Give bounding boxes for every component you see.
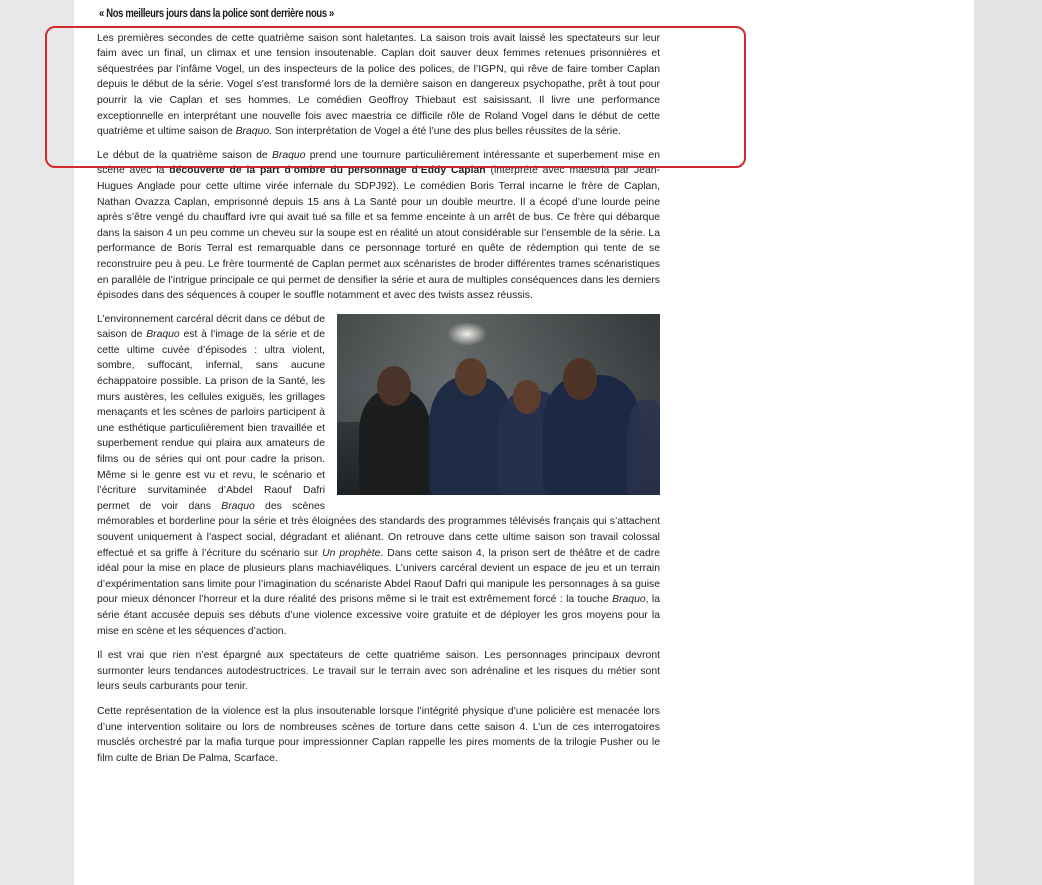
paragraph-3-emphasis-4: Braquo [612,594,646,606]
paragraph-3-d: . Dans cette saison 4, la prison sert de théâtre et de cadre idéal pour la mise en place de plusieurs plans machiavéliques. L’univers carcéral devient un espace de jeu et un terrain d’expérimentation sans limite pour l’imagination du scénariste Abdel Raouf Dafri qui manipule les personnages à sa guise pour mieux dénoncer l’horreur et la dure réalité des prisons même si le trait est extrêmement forcé : la touche [97,547,660,606]
paragraph-1 [97,31,660,140]
paragraph-2-c: (interprété avec maestria par Jean-Hugues Anglade pour cette ultime virée infernale du SDPJ92). Le comédien Boris Terral incarne le frère de Caplan, Nathan Ovazza Caplan, emprisonné depuis 15 ans à La Santé pour un double meurtre. Il a écopé d’une lourde peine après s’être vengé du chauffard ivre qui avait tué sa fille et sa femme enceinte à un arrêt de bus. Ce frère qui débarque dans la saison 4 un peu comme un cheveu sur la soupe est en réalité un atout considérable sur l’ensemble de la série. La performance de Boris Terral est remarquable dans ce personnage torturé en quête de rédemption qui tente de se reconstruire peu à peu. Le frère tourmenté de Caplan permet aux scénaristes de broder différentes trames scénaristiques en parallèle de l’intrigue principale ce qui permet de densifier la série et aura de multiples conséquences dans les derniers épisodes dans des séquences à couper le souffle notamment et avec des twists assez réussis. [97,165,660,302]
paragraph-3-block [97,312,660,639]
paragraph-1-emphasis: Braquo [235,126,270,138]
paragraph-5: Cette représentation de la violence est la plus insoutenable lorsque l’intégrité physique d’une policière est menacée lors d’une intervention solitaire ou lors de nombreuses scènes de torture dans cette saison 4. L’un de ces interrogatoires musclés orchestré par la mafia turque pour impressionner Caplan rappelle les pires moments de la trilogie Pusher ou le film culte de Brian De Palma, Scarface. [97,705,660,764]
photo-person-2-head [455,358,487,396]
paragraph-1-end: . Son interprétation de Vogel a été l’une des plus belles réussites de la série. [269,126,621,138]
paragraph-3-e: , la série étant accusée depuis ses débuts d’une violence excessive voire gratuite et de déployer les gros moyens pour la mise en scène et les séquences d’action. [97,594,660,637]
paragraph-3-emphasis-1: Braquo [146,329,180,341]
paragraph-2-strong: découverte de la part d’ombre du personnage d’Eddy Caplan [169,165,486,177]
paragraph-2-a: Le début de la quatrième saison de [97,149,272,161]
page-content [74,0,974,885]
paragraph-3-c: des scènes mémorables et borderline pour la série et très éloignées des standards des programmes télévisés français qui s’attachent souvent uniquement à l’aspect social, dégradant et aliénant. On retrouve dans cette ultime saison son travail colossal effectué et sa griffe à l’écriture du scénario sur [97,500,660,559]
photo-person-5 [627,400,660,495]
paragraph-3-b: est à l’image de la série et de cette ultime cuvée d’épisodes : ultra violent, sombre, suffocant, infernal, sans aucune échappatoire possible. La prison de la Santé, les murs austères, les cellules exiguës, les grillages menaçants et les scènes de parloirs participent à une esthétique particulièrement bien travaillée et superbement rendue qui plaira aux amateurs de films ou de séries qui ont pour cadre la prison. Même si le genre est vu et revu, le scénario et l’écriture survitaminée d’Abdel Raouf Dafri permet de voir dans [97,329,325,512]
paragraph-3-a: L’environnement carcéral décrit dans ce début de saison de [97,313,325,341]
paragraph-3-emphasis-3: Un prophète [322,547,381,559]
photo-ceiling-light [447,322,487,346]
article-body [97,0,660,766]
section-subheading: « Nos meilleurs jours dans la police sont derrière nous » [99,8,334,20]
photo-person-4-head [563,358,597,400]
photo-person-1-head [377,366,411,406]
paragraph-2 [97,148,660,304]
article-photo [337,314,660,495]
photo-person-3-head [513,380,541,414]
paragraph-4: Il est vrai que rien n’est épargné aux spectateurs de cette quatrième saison. Les personnages principaux devront surmonter leurs tendances autodestructrices. Le travail sur le terrain avec son adrénaline et les risques du métier sont leurs seuls carburants pour tenir. [97,650,660,693]
right-gutter [974,0,1042,885]
paragraph-2-b: prend une tournure particulièrement intéressante et superbement mise en scène avec la [97,149,660,177]
paragraph-1-text: Les premières secondes de cette quatrième saison sont haletantes. La saison trois avait laissé les spectateurs sur leur faim avec un final, un climax et une tension insoutenable. Caplan doit sauver deux femmes retenues prisonnières et séquestrées par l’infâme Vogel, un des inspecteurs de la police des polices, de l’IGPN, qui rêve de faire tomber Caplan depuis le début de la série. Vogel s’est transformé lors de la dernière saison en dangereux psychopathe, prêt à tout pour pourrir la vie Caplan et ses hommes. Le comédien Geoffroy Thiebaut est saisissant. Il livre une performance exceptionnelle en interprétant une nouvelle fois avec maestria ce difficile rôle de Roland Vogel dans le début de cette quatrième et ultime saison de [97,32,660,138]
paragraph-2-emphasis: Braquo [271,149,306,161]
paragraph-3-emphasis-2: Braquo [221,500,255,512]
